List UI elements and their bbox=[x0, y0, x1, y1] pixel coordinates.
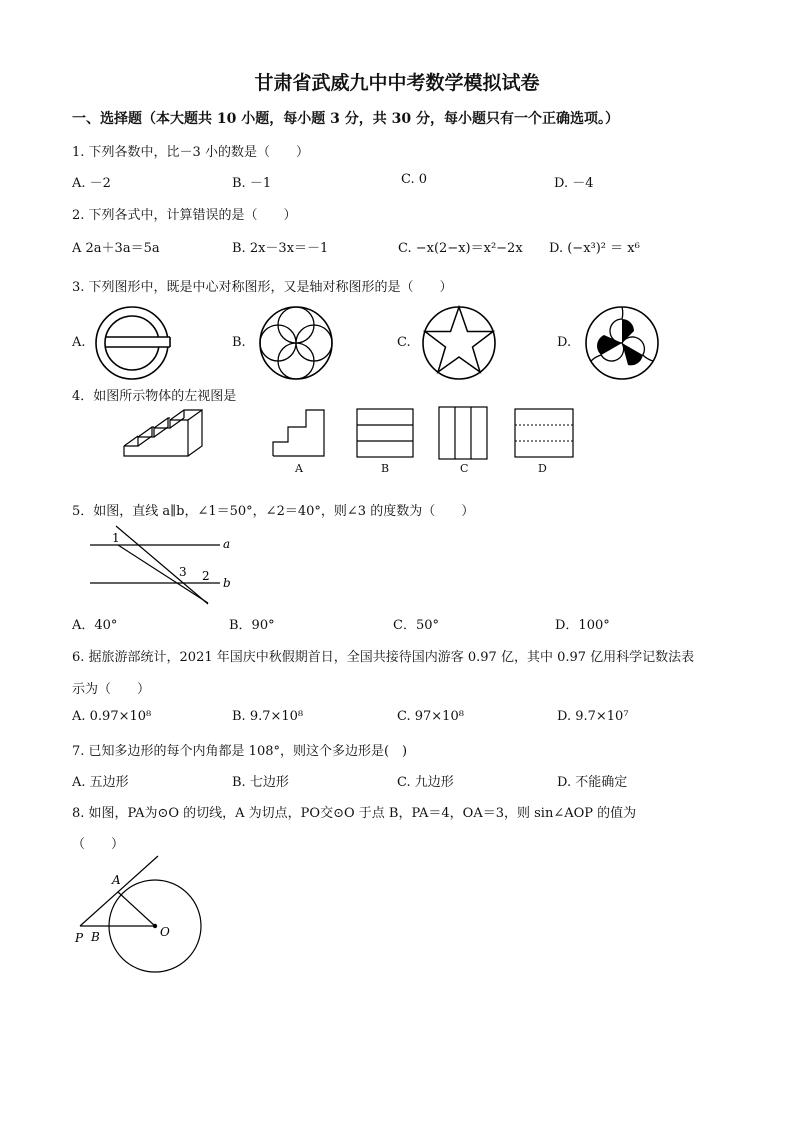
q2-option-b[interactable]: B. 2x－3x＝－1 bbox=[232, 241, 329, 256]
question-2-stem: 2. 下列各式中，计算错误的是（ ） bbox=[72, 208, 297, 223]
q2-option-c[interactable]: C. −x(2−x)＝x²−2x bbox=[398, 241, 523, 256]
q5-parallel-lines-figure bbox=[88, 522, 240, 606]
q8-point-o-label: O bbox=[160, 925, 170, 939]
q4-label-d: D bbox=[538, 462, 547, 475]
q4-option-c-figure[interactable] bbox=[438, 406, 488, 460]
page-title: 甘肃省武威九中中考数学模拟试卷 bbox=[254, 72, 540, 94]
q3-figure-b-four-petal bbox=[258, 305, 336, 381]
q1-option-a[interactable]: A. －2 bbox=[72, 176, 111, 191]
q4-label-b: B bbox=[381, 462, 390, 475]
q5-angle-2-label: 2 bbox=[202, 569, 210, 583]
q5-line-a-label: a bbox=[223, 537, 231, 551]
q4-label-c: C bbox=[460, 462, 469, 475]
q1-option-b[interactable]: B. －1 bbox=[232, 176, 272, 191]
question-8-stem-line1: 8. 如图，PA为⊙O 的切线，A 为切点，PO交⊙O 于点 B，PA＝4，OA＝3，则 sin∠AOP 的值为 bbox=[72, 806, 637, 821]
q6-option-c[interactable]: C. 97×10⁸ bbox=[397, 709, 464, 724]
q5-option-d[interactable]: D．100° bbox=[555, 618, 610, 633]
q3-figure-a-letter-e-circle bbox=[94, 305, 174, 381]
q6-option-b[interactable]: B. 9.7×10⁸ bbox=[232, 709, 304, 724]
q4-option-a-figure[interactable] bbox=[272, 408, 326, 458]
q7-option-d[interactable]: D. 不能确定 bbox=[557, 775, 628, 790]
q2-option-d[interactable]: D. (−x³)² ＝ x⁶ bbox=[549, 241, 640, 256]
q4-label-a: A bbox=[295, 462, 303, 475]
q7-option-c[interactable]: C. 九边形 bbox=[397, 775, 454, 790]
question-4-stem: 4．如图所示物体的左视图是 bbox=[72, 389, 237, 404]
q1-option-c[interactable]: C. 0 bbox=[401, 172, 428, 187]
q3-figure-d-swirl-circle bbox=[584, 305, 662, 381]
question-7-stem: 7. 已知多边形的每个内角都是 108°，则这个多边形是( ) bbox=[72, 744, 408, 759]
q7-option-b[interactable]: B. 七边形 bbox=[232, 775, 289, 790]
q3-option-a[interactable]: A. bbox=[72, 335, 86, 350]
question-1-stem: 1. 下列各数中，比－3 小的数是（ ） bbox=[72, 145, 309, 160]
q5-option-b[interactable]: B．90° bbox=[229, 618, 275, 633]
q1-option-d[interactable]: D. －4 bbox=[554, 176, 594, 191]
q3-option-c[interactable]: C. bbox=[397, 335, 411, 350]
q8-circle-tangent-figure bbox=[70, 852, 210, 978]
q3-figure-c-star-circle bbox=[421, 304, 499, 382]
q8-point-p-label: P bbox=[75, 931, 84, 945]
q8-point-b-label: B bbox=[91, 930, 100, 944]
q5-angle-1-label: 1 bbox=[112, 531, 120, 545]
question-3-stem: 3. 下列图形中，既是中心对称图形，又是轴对称图形的是（ ） bbox=[72, 280, 453, 295]
q6-option-a[interactable]: A. 0.97×10⁸ bbox=[72, 709, 152, 724]
q8-point-a-label: A bbox=[112, 873, 121, 887]
q6-option-d[interactable]: D. 9.7×10⁷ bbox=[557, 709, 629, 724]
q4-option-d-figure[interactable] bbox=[514, 408, 574, 458]
q5-angle-3-label: 3 bbox=[179, 565, 187, 579]
q3-option-b[interactable]: B. bbox=[232, 335, 246, 350]
q4-stair-solid-figure bbox=[118, 400, 210, 472]
q7-option-a[interactable]: A. 五边形 bbox=[72, 775, 129, 790]
question-6-stem-line2: 示为（ ） bbox=[72, 682, 151, 697]
q5-option-a[interactable]: A．40° bbox=[72, 618, 118, 633]
q5-line-b-label: b bbox=[223, 576, 231, 590]
q3-option-d[interactable]: D. bbox=[557, 335, 572, 350]
question-5-stem: 5．如图，直线 a∥b，∠1＝50°，∠2＝40°，则∠3 的度数为（ ） bbox=[72, 504, 475, 519]
q2-option-a[interactable]: A 2a＋3a＝5a bbox=[72, 241, 160, 256]
section-heading: 一、选择题（本大题共 10 小题，每小题 3 分，共 30 分，每小题只有一个正确选项。） bbox=[72, 111, 619, 127]
q4-option-b-figure[interactable] bbox=[356, 408, 414, 458]
question-8-stem-line2: （ ） bbox=[72, 837, 125, 852]
q5-option-c[interactable]: C．50° bbox=[393, 618, 439, 633]
question-6-stem-line1: 6. 据旅游部统计，2021 年国庆中秋假期首日，全国共接待国内游客 0.97 亿，其中 0.97 亿用科学记数法表 bbox=[72, 650, 695, 665]
